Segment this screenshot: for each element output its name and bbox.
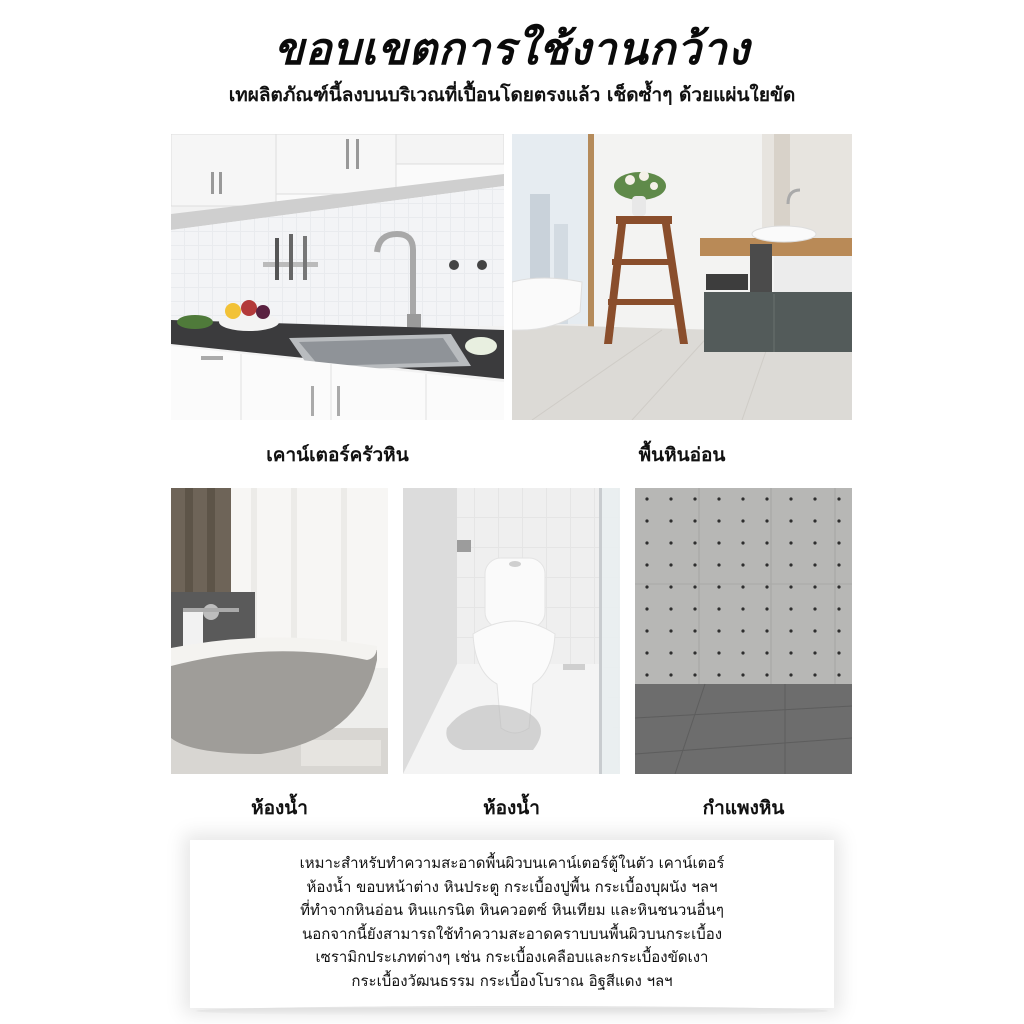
caption-stone-wall: กำแพงหิน xyxy=(702,797,785,819)
marble-floor-photo xyxy=(512,134,852,420)
caption-kitchen: เคาน์เตอร์ครัวหิน xyxy=(266,444,409,466)
page-subtitle: เทผลิตภัณฑ์นี้ลงบนบริเวณที่เปื้อนโดยตรงแล้ว เช็ดซ้ำๆ ด้วยแผ่นใยขัด xyxy=(228,84,796,106)
description-box-shadow xyxy=(196,1006,828,1016)
caption-toilet: ห้องน้ำ xyxy=(483,797,540,819)
description-line: นอกจากนี้ยังสามารถใช้ทำความสะอาดคราบบนพื้นผิวบนกระเบื้อง xyxy=(301,924,723,943)
description-line: เซรามิกประเภทต่างๆ เช่น กระเบื้องเคลือบและกระเบื้องขัดเงา xyxy=(315,948,709,966)
description-line: กระเบื้องวัฒนธรรม กระเบื้องโบราณ อิฐสีแดง ฯลฯ xyxy=(351,971,673,990)
caption-marble-floor: พื้นหินอ่อน xyxy=(638,444,726,466)
description-line: ที่ทำจากหินอ่อน หินแกรนิต หินควอตซ์ หินเทียม และหินชนวนอื่นๆ xyxy=(300,901,724,919)
caption-bathtub: ห้องน้ำ xyxy=(251,797,308,819)
description-line: ห้องน้ำ ขอบหน้าต่าง หินประตู กระเบื้องปูพื้น กระเบื้องบุผนัง ฯลฯ xyxy=(306,877,718,896)
bathtub-photo xyxy=(171,488,388,774)
toilet-scene-icon xyxy=(403,488,620,774)
description-text xyxy=(190,852,834,993)
kitchen-photo xyxy=(171,134,504,420)
kitchen-counter-scene-icon xyxy=(171,134,504,420)
stone-wall-photo xyxy=(635,488,852,774)
description-line: เหมาะสำหรับทำความสะอาดพื้นผิวบนเคาน์เตอร์ตู้ในตัว เคาน์เตอร์ xyxy=(299,854,725,872)
description-box xyxy=(190,840,834,1008)
page-title: ขอบเขตการใช้งานกว้าง xyxy=(273,24,751,75)
concrete-wall-scene-icon xyxy=(635,488,852,774)
toilet-photo xyxy=(403,488,620,774)
bathtub-scene-icon xyxy=(171,488,388,774)
bathroom-marble-floor-scene-icon xyxy=(512,134,852,420)
